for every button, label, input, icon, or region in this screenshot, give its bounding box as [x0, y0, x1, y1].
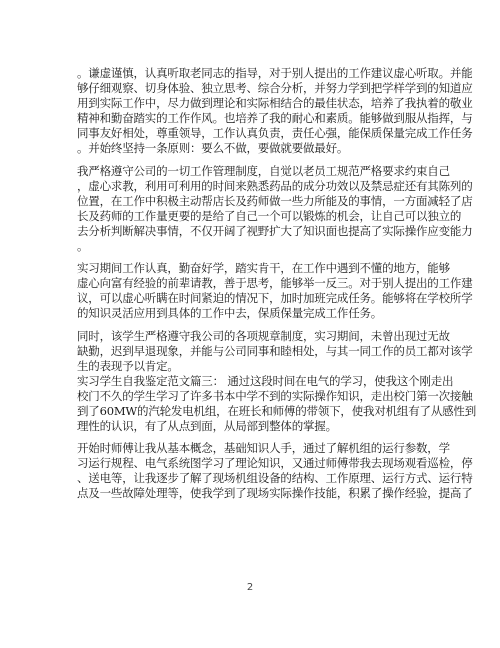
text-line: 的知识灵活应用到具体的工作中去，保质保量完成工作任务。: [77, 306, 383, 321]
text-line: 。并始终坚持一条原则：要么不做，要做就要做最好。: [77, 141, 349, 156]
text-line: 理性的认识，有了从点到面，从局部到整体的掌握。: [77, 419, 337, 434]
text-line: 同事友好相处，尊重领导，工作认真负责，责任心强，能保质保量完成工作任务: [77, 126, 473, 141]
page-number: 2: [246, 582, 254, 593]
text-line: ，虚心求教，利用可利用的时间来熟悉药品的成分功效以及禁忌症还有其陈列的: [77, 178, 473, 193]
text-line: 。: [77, 239, 89, 254]
text-line: 实习期间工作认真，勤奋好学，踏实肯干，在工作中遇到不懂的地方，能够: [77, 261, 450, 276]
text-line: 实习学生自我鉴定范文篇三： 通过这段时间在电气的学习，使我这个刚走出: [77, 373, 454, 388]
text-line: 位置，在工作中积极主动帮店长及药师做一些力所能及的事情，一方面减轻了店: [77, 193, 473, 208]
text-line: 校门不久的学生学习了许多书本中学不到的实际操作知识，走出校门第一次接触: [77, 388, 473, 403]
text-line: 同时，该学生严格遵守我公司的各项规章制度，实习期间，未曾出现过无故: [77, 328, 450, 343]
text-line: 、送电等，让我逐步了解了现场机组设备的结构、工作原理、运行方式、运行特: [77, 471, 473, 486]
text-line: 用到实际工作中，尽力做到理论和实际相结合的最佳状态，培养了我执着的敬业: [77, 96, 473, 111]
text-line: 生的表现予以肯定。: [77, 358, 179, 373]
text-line: 够仔细观察、切身体验、独立思考、综合分析，并努力学到把学样学到的知道应: [77, 81, 473, 96]
paragraph: [77, 163, 473, 255]
paragraph: [77, 328, 473, 374]
text-line: 点及一些故障处理等，使我学到了现场实际操作技能，积累了操作经验，提高了: [77, 486, 473, 501]
text-line: 议，可以虚心听瞒在时间紧迫的情况下，加时加班完成任务。能够将在学校所学: [77, 291, 473, 306]
text-line: 虚心向富有经验的前辈请教，善于思考，能够举一反三。对于别人提出的工作建: [77, 276, 473, 291]
paragraph: [77, 373, 477, 434]
paragraph: [77, 261, 473, 321]
text-line: 长及药师的工作量更要的是给了自己一个可以锻炼的机会，让自己可以独立的: [77, 208, 462, 223]
text-line: 到了60MW的汽轮发电机组，在班长和师傅的带领下，使我对机组有了从感性到: [77, 403, 477, 418]
text-line: 。谦虚谨慎，认真听取老同志的指导，对于别人提出的工作建议虚心听取。并能: [77, 66, 473, 80]
text-line: 开始时师傅让我从基本概念，基础知识人手，通过了解机组的运行参数，学: [77, 441, 450, 456]
paragraph: [77, 441, 473, 501]
paragraph: [77, 66, 473, 157]
text-line: 去分析判断解决事情，不仅开阔了视野扩大了知识面也提高了实际操作应变能力: [77, 223, 473, 238]
text-line: 精神和勤奋踏实的工作作风。也培养了我的耐心和素质。能够做到服从指挥，与: [77, 111, 473, 126]
text-line: 习运行规程、电气系统图学习了理论知识，又通过师傅带我去现场观看巡检，停: [77, 456, 473, 471]
text-line: 缺勤，迟到早退现象，并能与公司同事和睦相处，与其一同工作的员工都对该学: [77, 343, 473, 358]
document-body: [77, 66, 477, 502]
text-line: 我严格遵守公司的一切工作管理制度，自觉以老员工规范严格要求约束自己: [77, 163, 450, 178]
